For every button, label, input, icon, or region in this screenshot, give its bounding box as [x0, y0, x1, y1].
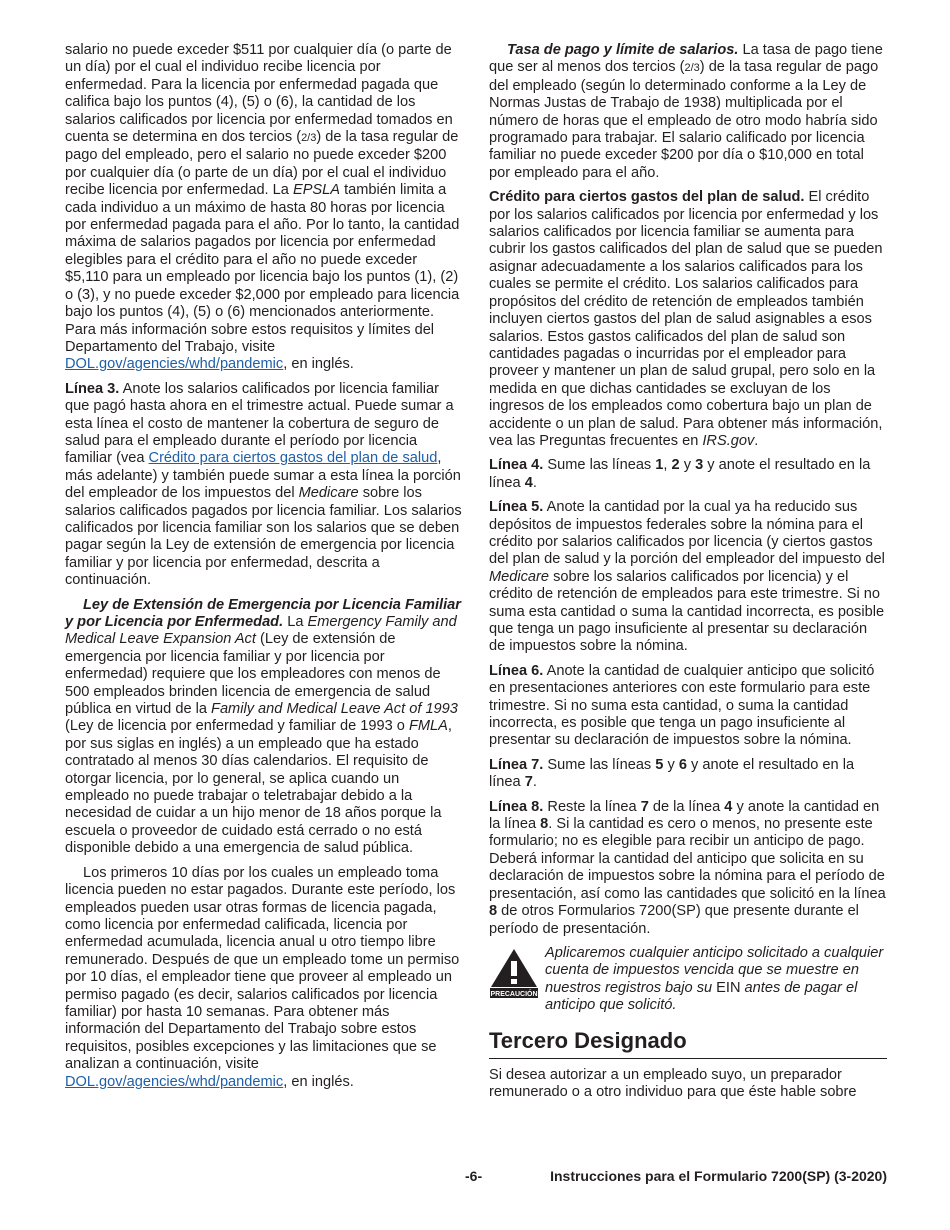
paragraph-line-8: Línea 8. Reste la línea 7 de la línea 4 y anote la cantidad en la línea 8. Si la cantidad es cero o menos, no presente este formulario; no es elegible para recibir un anticipo de pago. Deberá informar la cantidad del anticipo que solicita en su declaración de impuestos sobre la nómina para el período de presentación, así como las cantidades que solicitó en la línea 8 de otros Formularios 7200(SP) que presente durante el período de presentación. — [489, 798, 886, 937]
paragraph-line-5: Línea 5. Anote la cantidad por la cual ya ha reducido sus depósitos de impuestos federales sobre la nómina para el crédito por salarios calificados por licencia (y ciertos gastos del plan de salud y la porción del empleador del impuesto del Medicare sobre los salarios calificados por licencia) y el crédito de retención de empleados para este trimestre. Si no suma esta cantidad o suma la cantidad incorrecta, es posible que tenga un pago insuficiente al presentar su declaración de impuestos sobre la nómina. — [489, 499, 885, 655]
paragraph-line-3: Línea 3. Anote los salarios calificados por licencia familiar que pagó hasta ahora en el trimestre actual. Puede sumar a esta línea el costo de mantener la cobertura de seguro de salud para el empleado durante el período por licencia familiar (vea Crédito para ciertos gastos del plan de salud, más adelante) y también puede sumar a esta línea la porción del empleador de los impuestos del Medicare sobre los salarios calificados pagados por licencia familiar. Los salarios calificados por licencia familiar son los salarios que se deben pagar según la Ley de extensión de emergencia por licencia familiar y por licencia por enfermedad, descrita a continuación. — [65, 380, 462, 589]
paragraph-emergency-leave-act: Ley de Extensión de Emergencia por Licencia Familiar y por Licencia por Enfermedad. La Emergency Family and Medical Leave Expansion Act (Ley de extensión de emergencia por licencia familiar y por licencia por enfermedad) requiere que los empleadores con menos de 500 empleados brinden licencia de emergencia de salud pública en virtud de la Family and Medical Leave Act of 1993 (Ley de licencia por enfermedad y familiar de 1993 o FMLA, por sus siglas en inglés) a un empleado que ha estado contratado al menos 30 días calendarios. El requisito de otorgar licencia, por lo general, se aplica cuando un empleado no puede trabajar o teletrabajar debido a la necesidad de cuidar a un hijo menor de 18 años porque la escuela o proveedor de cuidado está cerrado o no está disponible debido a una emergencia de salud pública. — [65, 596, 461, 857]
footer-title: Instrucciones para el Formulario 7200(SP) (3-2020) — [550, 1168, 887, 1184]
emergency-leave-heading: Ley de Extensión de Emergencia por Licencia Familiar y por Licencia por Enfermedad. — [65, 596, 461, 630]
caution-icon-label: PRECAUCIÓN — [490, 990, 538, 998]
dol-link-2[interactable]: DOL.gov/agencies/whd/pandemic — [65, 1073, 284, 1090]
caution-warning-icon — [489, 947, 539, 999]
right-column — [489, 42, 887, 1108]
fraction-two-thirds-2: 2/3 — [684, 62, 700, 75]
pay-rate-heading: Tasa de pago y límite de salarios. — [507, 42, 739, 58]
paragraph-pay-rate: Tasa de pago y límite de salarios. La tasa de pago tiene que ser al menos dos tercios (2/3) de la tasa regular de pago del empleado (según lo determinado conforme a la Ley de Normas Justas de Trabajo de 1938) multiplicada por el número de horas que el empleado de otro modo habría sido programado para trabajar. El salario calificado por licencia familiar no puede exceder $200 por día o $10,000 en total por empleado para el año. — [489, 42, 883, 181]
caution-note: PRECAUCIÓN Aplicaremos cualquier anticipo solicitado a cualquier cuenta de impuestos vencida que se muestre en nuestros registros bajo su EIN antes de pagar el anticipo que solicitó. — [490, 944, 884, 1014]
section-heading-third-party: Tercero Designado — [489, 1028, 887, 1059]
line-3-heading: Línea 3. — [65, 380, 120, 397]
paragraph-line-4: Línea 4. Sume las líneas 1, 2 y 3 y anote el resultado en la línea 4. — [489, 457, 871, 491]
paragraph-line-7: Línea 7. Sume las líneas 5 y 6 y anote el resultado en la línea 7. — [489, 756, 855, 791]
health-plan-credit-link[interactable]: Crédito para ciertos gastos del plan de salud — [148, 450, 438, 467]
paragraph-line-6: Línea 6. Anote la cantidad de cualquier anticipo que solicitó en presentaciones anteriores con este formulario para este trimestre. Si no suma esta cantidad, o suma la cantidad incorrecta, es posible que tenga un pago insuficiente al presentar su declaración de impuestos sobre la nómina. — [489, 662, 875, 749]
paragraph-salary-limits: salario no puede exceder $511 por cualquier día (o parte de un día) por el cual el individuo recibe licencia por enfermedad. Para la licencia por enfermedad pagada que califica bajo los puntos (4), (5) o (6), la cantidad de los salarios calificados por licencia por enfermedad tomados en cuenta se determina en dos tercios (2/3) de la tasa regular de pago del empleado, pero el salario no puede exceder $200 por cualquier día (o parte de un día) por el cual el individuo recibe licencia por enfermedad. La EPSLA también limita a cada individuo a un máximo de hasta 80 horas por licencia por enfermedad pagada para el año. Por lo tanto, la cantidad máxima de salarios pagados por licencia por enfermedad elegibles para el crédito para el año no puede exceder $5,110 para un empleado por licencia bajo los puntos (1), (2) o (3), y no puede exceder $2,000 por empleado para licencia bajo los puntos (4), (5) o (6) mencionados anteriormente. Para más información sobre estos requisitos y límites del Departamento del Trabajo, visite DOL.gov/agencies/whd/pandemic, en inglés. — [65, 42, 460, 373]
health-plan-heading: Crédito para ciertos gastos del plan de salud. — [489, 189, 805, 206]
fraction-two-thirds: 2/3 — [301, 132, 317, 145]
dol-link[interactable]: DOL.gov/agencies/whd/pandemic — [65, 356, 284, 373]
paragraph-first-ten-days: Los primeros 10 días por los cuales un empleado toma licencia pueden no estar pagados. Durante este período, los empleados pueden usar otras formas de licencia pagada, como licencia por enfermedad calificada, licencia por enfermedad acumulada, licencia anual u otro tiempo libre remunerado. Después de que un empleado tome un permiso por 10 días, el empleador tiene que proveer al empleado un permiso pagado (es decir, salarios calificados por licencia familiar) por hasta 10 semanas. Para obtener más información del Departamento del Trabajo sobre estos requisitos, posibles excepciones y las limitaciones que se analizan a continuación, visite DOL.gov/agencies/whd/pandemic, en inglés. — [65, 864, 460, 1090]
page-number: -6- — [465, 1168, 483, 1184]
paragraph-health-plan-credit: Crédito para ciertos gastos del plan de salud. El crédito por los salarios calificados por licencia por enfermedad y los salarios calificados por licencia familiar se aumenta para cubrir los gastos calificados del plan de salud que se pueden asignar adecuadamente a los salarios calificados para los cuales se permite el crédito. Los salarios calificados para propósitos del crédito de retención de empleados también incluyen ciertos gastos del plan de salud asignables a esos salarios. Estos gastos calificados del plan de salud son cantidades pagadas o incurridas por el empleador para proveer y mantener un plan de salud grupal, pero solo en la medida en que dichas cantidades se excluyan de los ingresos de los empleados como cobertura bajo un plan de accidente o un plan de salud. Para obtener más información, vea las Preguntas frecuentes en IRS.gov. — [489, 189, 883, 449]
paragraph-third-party: Si desea autorizar a un empleado suyo, un preparador remunerado o a otro individuo para que éste hable sobre — [489, 1066, 857, 1100]
left-column — [65, 42, 463, 1098]
